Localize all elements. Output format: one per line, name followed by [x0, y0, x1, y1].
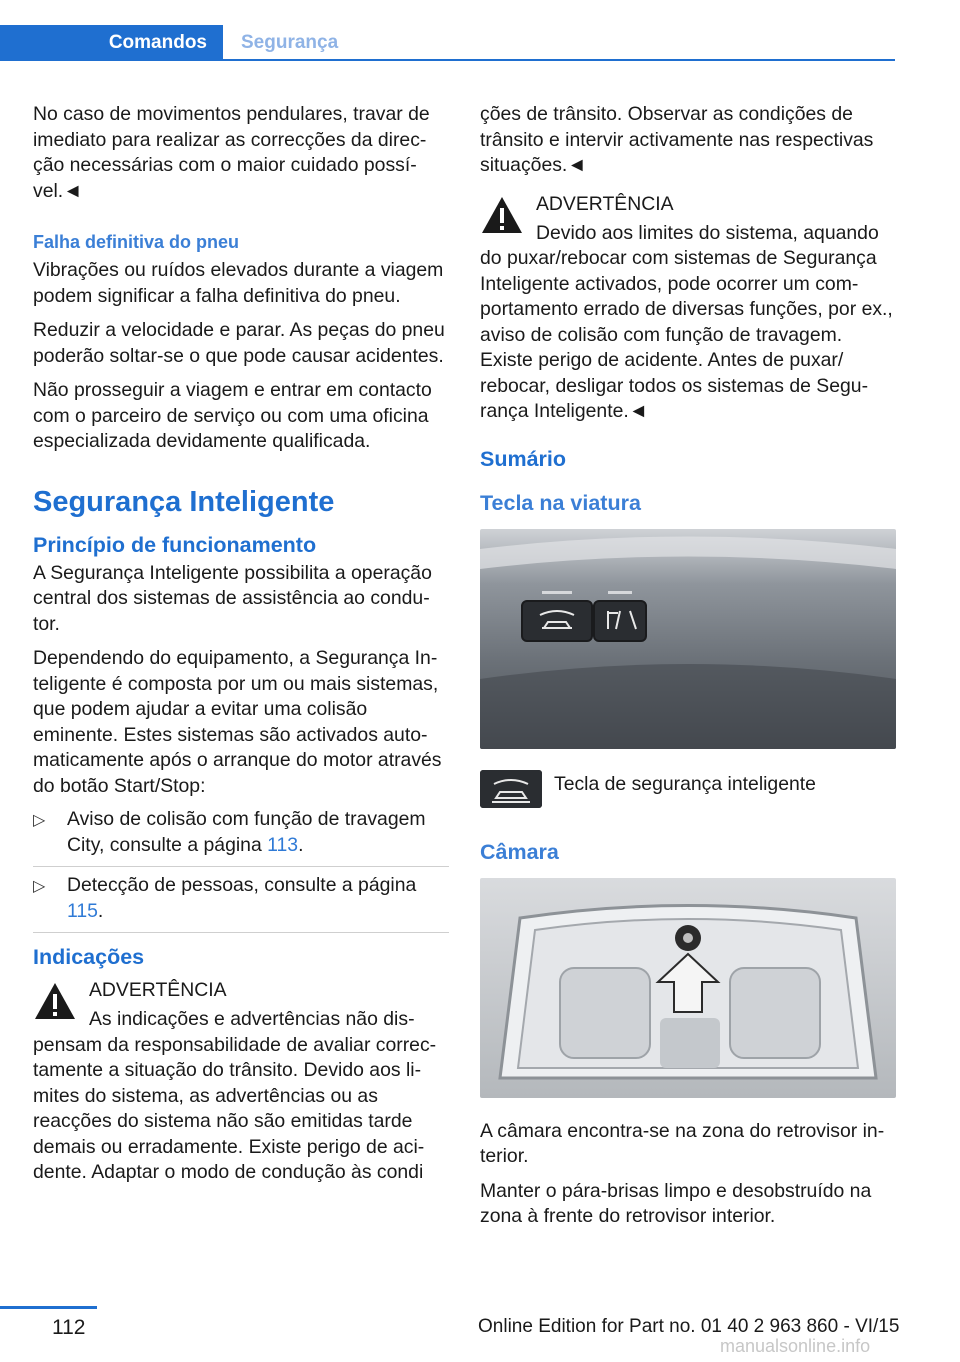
list-item-text: Aviso de colisão com função de travagem City, consulte a página	[67, 808, 426, 856]
paragraph: A câmara encontra-se na zona do retrovisor interior.	[480, 1119, 885, 1167]
watermark-text: manualsonline.info	[720, 1336, 871, 1356]
edition-text: Online Edition for Part no. 01 40 2 963 860 - VI/15	[478, 1316, 900, 1337]
section-title: Segurança Inteligente	[33, 485, 335, 518]
warning-triangle-icon	[480, 195, 524, 235]
page-link[interactable]: 113	[267, 833, 299, 856]
figure-caption	[480, 770, 896, 808]
list-item-text: Detecção de pessoas, consulte a página	[67, 874, 417, 896]
paragraph: Vibrações ou ruídos elevados durante a viagem podem significar a falha definitiva do pneu.	[33, 259, 444, 307]
list-item	[33, 867, 449, 933]
list-item-tail: .	[97, 899, 104, 922]
warning-block	[480, 191, 896, 425]
paragraph: No caso de movimentos pendulares, travar de imediato para realizar as correcções da direcção necessárias com o maior cuidado possível.◄	[33, 103, 430, 202]
list-item	[33, 801, 449, 867]
right-column	[480, 102, 896, 1239]
vehicle-button-photo	[480, 529, 896, 749]
warning-triangle-icon	[33, 981, 77, 1021]
warning-title: ADVERTÊNCIA	[89, 979, 227, 1001]
chapter-tabs	[0, 25, 895, 61]
heading-camera: Câmara	[480, 839, 559, 864]
footer-rule	[0, 1306, 97, 1309]
triangle-bullet-icon: ▷	[33, 878, 46, 895]
heading-tyre-failure: Falha definitiva do pneu	[33, 232, 240, 252]
page-link[interactable]: 115	[67, 899, 98, 922]
warning-title: ADVERTÊNCIA	[536, 192, 674, 215]
warning-block	[33, 977, 449, 1186]
paragraph: A Segurança Inteligente possibilita a operação central dos sistemas de assistência ao condutor.	[33, 561, 432, 635]
heading-vehicle-button: Tecla na viatura	[480, 490, 641, 515]
triangle-bullet-icon: ▷	[33, 812, 46, 829]
tab-seguranca[interactable]: Segurança	[241, 32, 339, 53]
paragraph: Manter o pára-brisas limpo e desobstruído na zona à frente do retrovisor interior.	[480, 1179, 872, 1227]
paragraph: ções de trânsito. Observar as condições de trânsito e intervir activamente nas respectivas situações.◄	[480, 103, 874, 176]
page-number: 112	[52, 1316, 86, 1339]
warning-text: As indicações e advertências não dispensam da responsabilidade de avaliar correctamente a situação do trânsito. Devido aos limites do sistema, as advertências ou as reacções do sistema não são emitidas tarde demais ou erradamente. Existe perigo de acidente. Adaptar o modo de condução às condi	[33, 1008, 437, 1183]
heading-principle: Princípio de funcionamento	[33, 532, 317, 557]
paragraph: Reduzir a velocidade e parar. As peças do pneu poderão soltar-se o que pode causar acidentes.	[33, 319, 445, 367]
caption-text: Tecla de segurança inteligente	[554, 772, 816, 795]
tab-comandos[interactable]: Comandos	[0, 25, 223, 61]
heading-notes: Indicações	[33, 945, 145, 969]
warning-text: Devido aos limites do sistema, aquando do puxar/rebocar com sistemas de Segurança Inteligente activados, pode ocorrer um comportamento errado de diversas funções, por ex., aviso de colisão com função de travagem. Existe perigo de acidente. Antes de puxar/ rebocar, desligar todos os sistemas de Segurança Inteligente.◄	[480, 221, 893, 422]
paragraph: Dependendo do equipamento, a Segurança Inteligente é composta por um ou mais sistemas, que podem ajudar a evitar uma colisão eminente. Estes sistemas são activados automaticamente após o arranque do motor através do botão Start/Stop:	[33, 647, 442, 797]
camera-photo	[480, 878, 896, 1098]
intelligent-safety-button-icon	[480, 770, 542, 808]
list-item-tail: .	[298, 833, 304, 856]
left-column	[33, 102, 449, 1192]
heading-summary: Sumário	[480, 446, 567, 471]
paragraph: Não prosseguir a viagem e entrar em contacto com o parceiro de serviço ou com uma oficina especializada devidamente qualificada.	[33, 379, 432, 452]
